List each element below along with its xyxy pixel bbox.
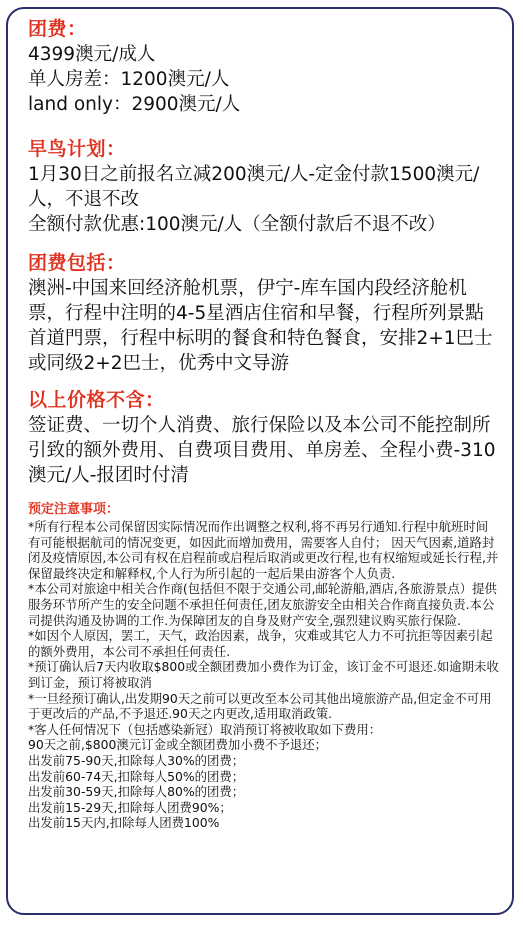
includes-section [28, 251, 500, 376]
note-force-majeure: *如因个人原因，罢工，天气，政治因素，战争，灾难或其它人力不可抗拒等因素引起的额外费用，本公司不承担任何责任. [28, 628, 493, 659]
cancellation-tier: 出发前30-59天,扣除每人80%的团费； [28, 784, 245, 800]
excludes-text: 签证费、一切个人消费、旅行保险以及本公司不能控制所引致的额外费用、自费项目费用、单房差、全程小费-310澳元/人-报团时付清 [28, 415, 496, 486]
early-bird-heading: 早鸟计划： [28, 138, 126, 160]
cancellation-tier: 出发前15天内,扣除每人团费100% [28, 815, 220, 831]
note-cancellation-intro: *客人任何情况下（包括感染新冠）取消预订将被收取如下费用： [28, 721, 382, 737]
adult-price: 4399澳元/成人 [28, 44, 156, 65]
fees-section [28, 17, 500, 117]
notes-section [28, 500, 500, 831]
includes-heading: 团费包括： [28, 252, 126, 274]
cancellation-tier: 出发前15-29天,扣除每人团费90%； [28, 799, 232, 815]
early-bird-section [28, 137, 500, 237]
note-deposit: *预订确认后7天内收取$800或全额团费加小费作为订金，该订金不可退还.如逾期未收到订金，预订将被取消 [28, 659, 499, 690]
notes-heading: 预定注意事项： [28, 502, 120, 517]
cancellation-tier: 90天之前,$800澳元订金或全额团费加小费不予退还； [28, 737, 328, 753]
note-change-policy: *一旦经预订确认,出发期90天之前可以更改至本公司其他出境旅游产品,但定金不可用于更改后的产品,不予退还.90天之内更改,适用取消政策. [28, 690, 492, 722]
fees-heading: 团费： [28, 18, 87, 40]
note-itinerary-changes: *所有行程本公司保留因实际情况而作出调整之权利,将不再另行通知.行程中航班时间有可能根据航司的情况变更，如因此而增加费用，需要客人自付； 因天气因素,道路封闭及疫情原因,本公司有权在启程前或启程后取消或更改行程,也有权缩短或延长行程,并保留最终决定和解释权,个人行为所引起的一起后果由游客个人负责. [28, 519, 499, 581]
single-supplement: 单人房差：1200澳元/人 [28, 69, 230, 90]
cancellation-tier: 出发前75-90天,扣除每人30%的团费； [28, 752, 245, 768]
tour-pricing-card [6, 7, 514, 915]
cancellation-tier: 出发前60-74天,扣除每人50%的团费； [28, 768, 245, 784]
excludes-section [28, 388, 500, 488]
note-partner-liability: *本公司对旅途中相关合作商(包括但不限于交通公司,邮轮游船,酒店,各旅游景点）提供服务环节所产生的安全问题不承担任何责任,团友旅游安全由相关合作商直接负责.本公司提供沟通及协调的工作.为保障团友的自身及财产安全,强烈建议购买旅行保险. [28, 581, 497, 628]
includes-text: 澳洲-中国来回经济舱机票，伊宁-库车国内段经济舱机票，行程中注明的4-5星酒店住宿和早餐，行程所列景點首道門票，行程中标明的餐食和特色餐食，安排2+1巴士或同级2+2巴士，优秀中文导游 [28, 278, 493, 374]
full-payment-discount: 全额付款优惠:100澳元/人（全额付款后不退不改） [28, 214, 446, 235]
early-bird-discount: 1月30日之前报名立减200澳元/人-定金付款1500澳元/人，不退不改 [28, 164, 480, 210]
excludes-heading: 以上价格不含： [28, 389, 165, 411]
land-only-price: land only：2900澳元/人 [28, 94, 241, 115]
